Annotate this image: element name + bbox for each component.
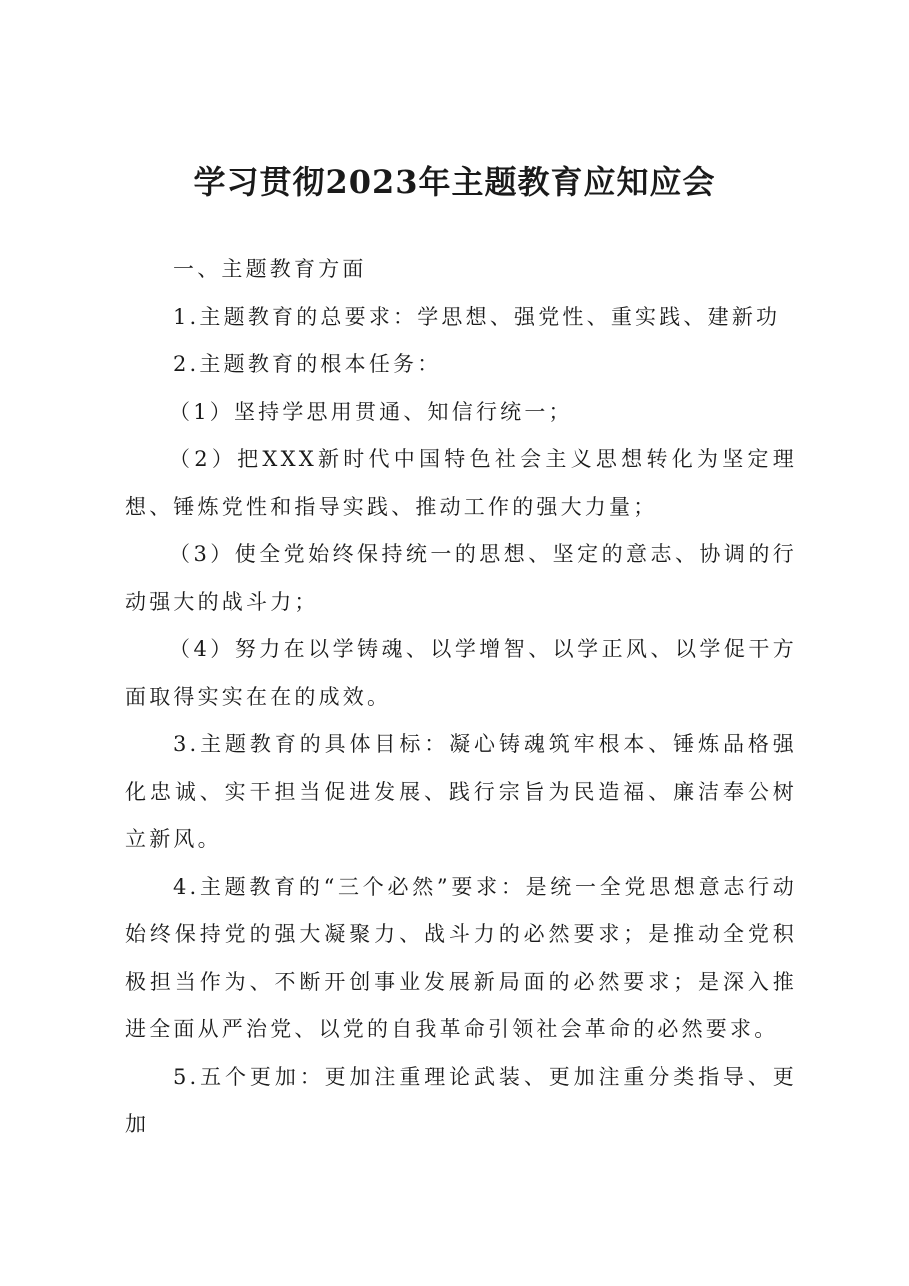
document-title: 学习贯彻2023年主题教育应知应会 bbox=[193, 163, 716, 201]
paragraph-general-requirement: 1.主题教育的总要求：学思想、强党性、重实践、建新功 bbox=[173, 304, 781, 329]
list-item-task-2: （2）把XXX新时代中国特色社会主义思想转化为坚定理想、锤炼党性和指导实践、推动工作的强大力量； bbox=[125, 447, 797, 519]
paragraph-five-more: 5.五个更加：更加注重理论武装、更加注重分类指导、更加 bbox=[125, 1064, 797, 1136]
section-heading: 一、主题教育方面 bbox=[173, 257, 367, 281]
document-body bbox=[125, 246, 797, 1149]
paragraph-fundamental-task: 2.主题教育的根本任务： bbox=[173, 352, 442, 376]
list-item-task-1: （1）坚持学思用贯通、知信行统一； bbox=[169, 399, 573, 424]
paragraph-specific-goals: 3.主题教育的具体目标：凝心铸魂筑牢根本、锤炼品格强化忠诚、实干担当促进发展、践行宗旨为民造福、廉洁奉公树立新风。 bbox=[125, 732, 797, 851]
list-item-task-4: （4）努力在以学铸魂、以学增智、以学正风、以学促干方面取得实实在在的成效。 bbox=[125, 637, 797, 709]
list-item-task-3: （3）使全党始终保持统一的思想、坚定的意志、协调的行动强大的战斗力； bbox=[125, 542, 797, 614]
paragraph-three-necessities: 4.主题教育的“三个必然”要求：是统一全党思想意志行动始终保持党的强大凝聚力、战斗力的必然要求；是推动全党积极担当作为、不断开创事业发展新局面的必然要求；是深入推进全面从严治党、以党的自我革命引领社会革命的必然要求。 bbox=[125, 874, 797, 1041]
